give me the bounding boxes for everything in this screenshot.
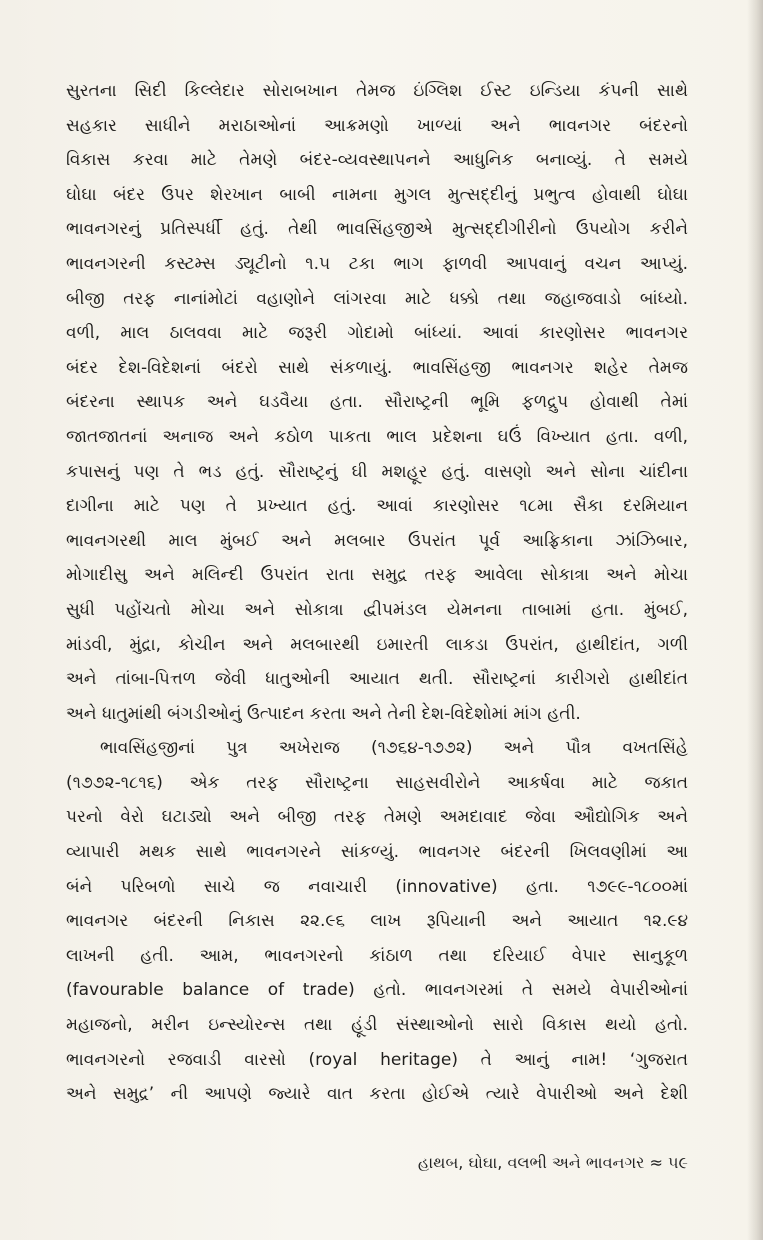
text-line: (૧૭૭૨-૧૮૧૬) એક તરફ સૌરાષ્ટ્રના સાહસવીરોને આકર્ષવા માટે જકાત [66,772,688,793]
text-line: દાગીના માટે પણ તે પ્રખ્યાત હતું. આવાં કારણોસર ૧૮મા સૈકા દરમિયાન [66,496,688,517]
text-line: મહાજનો, મરીન ઇન્સ્યોરન્સ તથા હૂંડી સંસ્થાઓનો સારો વિકાસ થયો હતો. [66,1015,688,1036]
text-line: બંદર દેશ-વિદેશનાં બંદરો સાથે સંકળાયું. ભાવસિંહજી ભાવનગર શહેર તેમજ [66,357,688,378]
text-line: બંદરના સ્થાપક અને ઘડવૈયા હતા. સૌરાષ્ટ્રની ભૂમિ ફળદ્રુપ હોવાથી તેમાં [66,392,688,413]
text-line: સુરતના સિદી કિલ્લેદાર સોરાબખાન તેમજ ઇંગ્લિશ ઈસ્ટ ઇન્ડિયા કંપની સાથે [66,81,688,101]
text-line: (favourable balance of trade) હતો. ભાવનગરમાં તે સમયે વેપારીઓનાં [66,980,688,1001]
text-line: ભાવનગરનું પ્રતિસ્પર્ધી હતું. તેથી ભાવસિંહજીએ મુત્સદ્દીગીરીનો ઉપયોગ કરીને [66,219,688,240]
text-line: અને સમુદ્ર’ ની આપણે જ્યારે વાત કરતા હોઈએ ત્યારે વેપારીઓ અને દેશી [66,1084,688,1105]
paragraph-first-line: ભાવસિંહજીનાં પુત્ર અખેરાજ (૧૭૬૪-૧૭૭૨) અને પૌત્ર વખતસિંહે [100,738,688,759]
text-line: ભાવનગરનો રજવાડી વારસો (royal heritage) તે આનું નામ! ‘ગુજરાત [66,1049,688,1070]
text-line: ભાવનગરની કસ્ટમ્સ ડ્યૂટીનો ૧.૫ ટકા ભાગ ફાળવી આપવાનું વચન આપ્યું. [66,253,688,274]
text-line: બીજી તરફ નાનાંમોટાં વહાણોને લાંગરવા માટે ધક્કો તથા જહાજવાડો બાંધ્યો. [66,288,688,309]
text-line: પરનો વેરો ઘટાડ્યો અને બીજી તરફ તેમણે અમદાવાદ જેવા ઔદ્યોગિક અને [66,807,688,828]
text-line: ઘોઘા બંદર ઉપર શેરખાન બાબી નામના મુગલ મુત્સદ્દીનું પ્રભુત્વ હોવાથી ઘોઘા [66,184,688,205]
running-footer: હાથબ, ઘોઘા, વલભી અને ભાવનગર ≈ ૫૯ [417,1153,688,1172]
text-line: મોગાદીસુ અને મલિન્દી ઉપરાંત રાતા સમુદ્ર તરફ આવેલા સોકાત્રા અને મોચા [66,565,688,586]
text-line: વિકાસ કરવા માટે તેમણે બંદર-વ્યવસ્થાપનને આધુનિક બનાવ્યું. તે સમયે [66,150,688,171]
text-line: ભાવનગર બંદરની નિકાસ ૨૨.૯૬ લાખ રૂપિયાની અને આયાત ૧૨.૯૪ [66,911,688,932]
text-line: જાતજાતનાં અનાજ અને કઠોળ પાકતા ભાલ પ્રદેશના ઘઉં વિખ્યાત હતા. વળી, [66,426,688,447]
text-line: લાખની હતી. આમ, ભાવનગરનો કાંઠાળ તથા દરિયાઈ વેપાર સાનુકૂળ [66,945,688,966]
text-line: વળી, માલ ઠાલવવા માટે જરૂરી ગોદામો બાંધ્યાં. આવાં કારણોસર ભાવનગર [66,323,688,344]
text-line: કપાસનું પણ તે ભડ હતું. સૌરાષ્ટ્રનું ઘી મશહૂર હતું. વાસણો અને સોના ચાંદીના [66,461,688,482]
text-line: અને ધાતુમાંથી બંગડીઓનું ઉત્પાદન કરતા અને તેની દેશ-વિદેશોમાં માંગ હતી. [66,703,581,724]
text-line: બંને પરિબળો સાચે જ નવાચારી (innovative) હતા. ૧૭૯૯-૧૮૦૦માં [66,876,688,897]
text-line: માંડવી, મુંદ્રા, કોચીન અને મલબારથી ઇમારતી લાકડા ઉપરાંત, હાથીદાંત, ગળી [66,634,688,655]
text-line: અને તાંબા-પિત્તળ જેવી ધાતુઓની આયાત થતી. સૌરાષ્ટ્રનાં કારીગરો હાથીદાંત [66,669,688,690]
text-line: વ્યાપારી મથક સાથે ભાવનગરને સાંકળ્યું. ભાવનગર બંદરની ખિલવણીમાં આ [66,842,688,863]
page-edge-shadow [747,0,763,1240]
text-line: ભાવનગરથી માલ મુંબઈ અને મલબાર ઉપરાંત પૂર્વ આફ્રિકાના ઝાંઝિબાર, [66,530,688,551]
body-text [66,74,688,1112]
text-line: સુધી પહોંચતો મોચા અને સોકાત્રા દ્વીપમંડલ યેમનના તાબામાં હતા. મુંબઈ, [66,599,688,620]
text-line: સહકાર સાધીને મરાઠાઓનાં આક્રમણો ખાળ્યાં અને ભાવનગર બંદરનો [66,115,688,136]
